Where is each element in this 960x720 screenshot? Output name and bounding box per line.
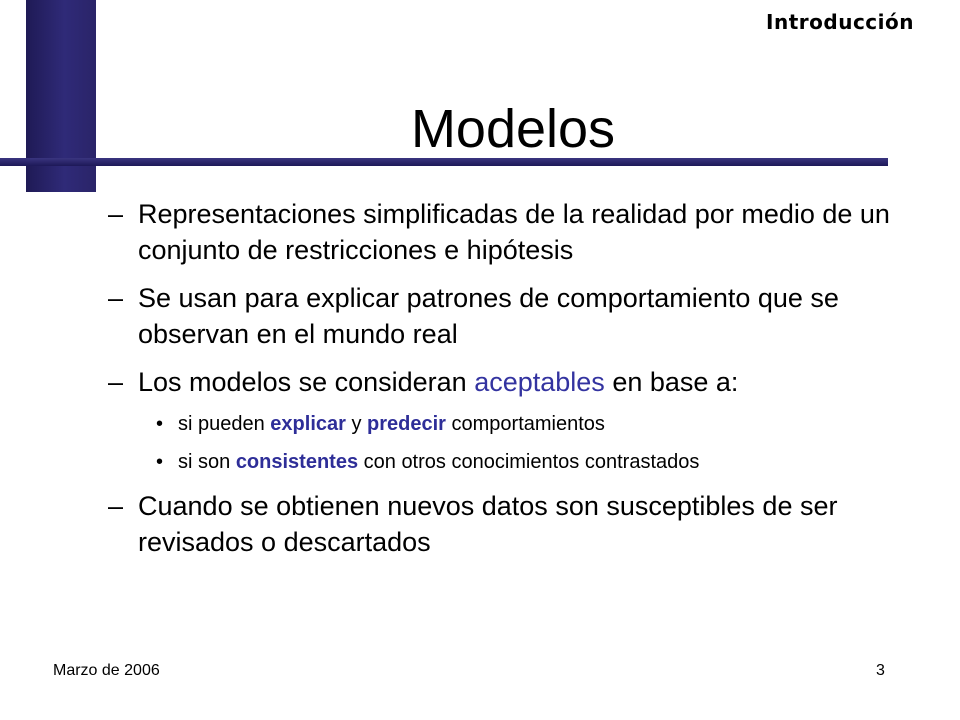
bullet-text-post: en base a: xyxy=(604,367,739,397)
sub-bullet-text: si son xyxy=(178,451,236,473)
sub-bullet-text: con otros conocimientos contrastados xyxy=(358,451,700,473)
footer-date: Marzo de 2006 xyxy=(53,662,160,679)
bullet-item xyxy=(108,280,908,352)
slide-title: Modelos xyxy=(410,99,616,159)
sub-bullet-item xyxy=(108,412,908,436)
highlighted-term: aceptables xyxy=(474,367,605,397)
sub-bullet-text: y xyxy=(345,413,368,435)
bullet-marker: • xyxy=(156,413,164,435)
bullet-item xyxy=(108,364,908,400)
highlighted-term: explicar xyxy=(270,413,346,435)
dash-marker: – xyxy=(108,199,124,229)
dash-marker: – xyxy=(108,283,124,313)
highlighted-term: predecir xyxy=(367,413,446,435)
bullet-text: Se usan para explicar patrones de comportamiento que se observan en el mundo real xyxy=(138,283,839,349)
section-label: Introducción xyxy=(766,10,914,34)
sub-bullet-item xyxy=(108,450,908,474)
sub-bullet-text: comportamientos xyxy=(445,413,605,435)
sub-bullet-text: si pueden xyxy=(178,413,271,435)
dash-marker: – xyxy=(108,367,124,397)
bullet-text: Representaciones simplificadas de la realidad por medio de un conjunto de restricciones e hipótesis xyxy=(138,199,890,265)
bullet-text: Cuando se obtienen nuevos datos son susceptibles de ser revisados o descartados xyxy=(138,491,838,557)
bullet-item xyxy=(108,488,908,560)
bullet-marker: • xyxy=(156,451,164,473)
bullet-text-pre: Los modelos se consideran xyxy=(138,367,475,397)
bullet-list xyxy=(108,196,908,572)
dash-marker: – xyxy=(108,491,124,521)
bullet-item xyxy=(108,196,908,268)
highlighted-term: consistentes xyxy=(235,451,359,473)
page-number: 3 xyxy=(876,662,885,679)
